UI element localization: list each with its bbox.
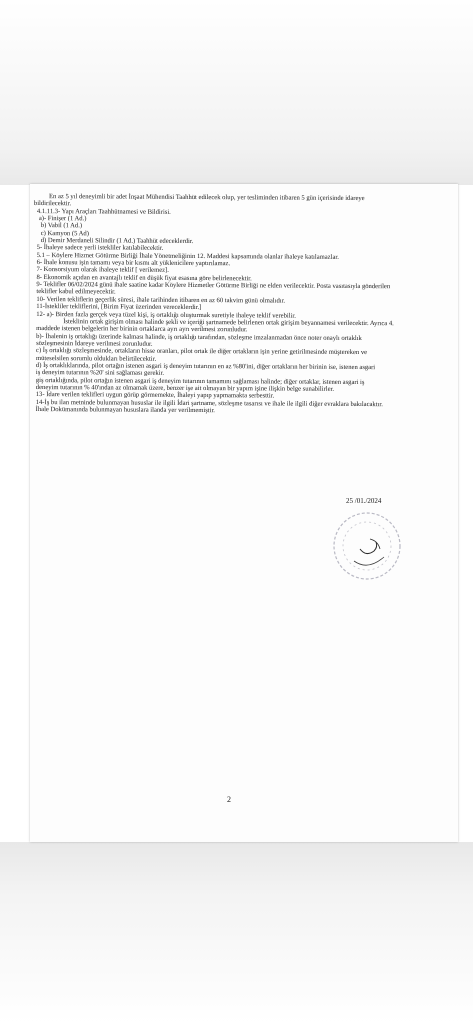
text-line: İsteklinin ortak girişim olması halinde şekli ve içeriği şartnamede belirlenen ortak girişim beyannamesi verilecektir. Ayrıca 4. [63, 318, 394, 328]
text-line: İhale Dokümanında bulunmayan hususlara ilanda yer verilmemiştir. [35, 405, 215, 415]
text-line: deneyim tutarının % 40'ından az olmamak üzere, benzer işe ait olmayan bir yapım işine ilişkin belge sunabilirler. [35, 383, 335, 393]
text-line: 5.1 – Köylere Hizmet Götürme Birliği İhale Yönetmeliğinin 12. Maddesi kapsamında olanlar ihaleye katılamazlar. [36, 251, 339, 261]
text-line: d) Demir Merdaneli Silindir (1 Ad.) Taahhüt edeceklerdir. [40, 237, 194, 246]
text-line: 14-İş bu ilan metninde bulunmayan hususlar ile ilgili İdari şartname, sözleşme tasarısı ve ihale ile ilgili diğer evraklara bakılacaktır. [35, 398, 383, 408]
text-line: b) Vabil (1 Ad.) [40, 222, 83, 230]
text-line: 7- Konsorsiyum olarak ihaleye teklif [ verilemez]. [36, 266, 169, 275]
text-line: sözleşmesinin İdareye verilmesi zorunludur. [36, 339, 153, 348]
document-body [33, 193, 473, 416]
bottom-background [0, 842, 473, 1024]
text-line: c) İş ortaklığı sözleşmesinde, ortakların hisse oranları, pilot ortak ile diğer ortakların işin yerine getirilmesinde müştereken ve [36, 347, 368, 357]
text-line: 12- a)- Birden fazla gerçek veya tüzel kişi, iş ortaklığı oluşturmak suretiyle ihaleye teklif verebilir. [36, 310, 296, 320]
text-line: 9- Teklifler 06/02/2024 günü ihale saatine kadar Köylere Hizmetler Götürme Birliği ne elden verilecektir. Posta vasıtasıyla gönderilen [36, 281, 391, 291]
text-line: a)- Finişer (1 Ad.) [38, 215, 87, 223]
text-line: 4.1.11.3- Yapı Araçları Taahhütnamesi ve Bildirisi. [36, 207, 171, 216]
text-line: 5- İhaleye sadece yerli istekliler katılabilecektir. [36, 244, 164, 253]
top-background [0, 0, 473, 185]
text-line: 8- Ekonomik açıdan en avantajlı teklif en düşük fiyat esasına göre belirlenecektir. [36, 273, 252, 283]
text-line: 13- İdare verilen teklifleri uygun görüp görmemekte, İhaleyi yapıp yapmamakta serbesttir. [35, 391, 275, 400]
text-line: b)- İhalenin iş ortaklığı üzerinde kalması halinde, iş ortaklığı tarafından, sözleşme imzalanmadan önce noter onaylı ortaklık [36, 332, 362, 342]
text-line: teklifler kabul edilmeyecektir. [36, 288, 116, 296]
document-page [30, 184, 458, 842]
text-line: d) İş ortaklıklarında, pilot ortağın istenen asgari iş deneyim tutarının en az %80'ini, diğer ortakların her birinin ise, istenen asgari [35, 361, 376, 371]
text-line: giş ortaklığında, pilot ortağın istenen asgari iş deneyim tutarının tamamını sağlaması halinde; diğer ortaklar, istenen asgari iş [35, 376, 365, 386]
text-line: 11-İstekliler tekliflerini, [Birim Fiyat üzerinden vereceklerdir.] [36, 303, 202, 312]
document-date: 25 /01./2024 [346, 497, 382, 505]
stamp-seal [330, 509, 404, 583]
text-line: 6- İhale konusu işin tamamı veya bir kısmı alt yüklenicilere yaptırılamaz. [36, 259, 231, 268]
text-line: iş deneyim tutarının %20' sini sağlaması gerekir. [35, 369, 165, 378]
page-number: 2 [227, 795, 231, 804]
text-line: c) Kamyon (5 Ad) [40, 229, 89, 238]
text-line: bildirilecektir. [33, 200, 72, 208]
text-line: En az 5 yıl deneyimli bir adet İnşaat Mühendisi Taahhüt edilecek olup, yer tesliminden itibaren 5 gün içerisinde idareye [48, 193, 365, 203]
text-line: 10- Verilen tekliflerin geçerlik süresi, ihale tarihinden itibaren en az 60 takvim günü olmalıdır. [36, 295, 286, 305]
text-line: müteselsilen sorumlu oldukları belirtilecektir. [35, 354, 157, 363]
text-line: maddede istenen belgelerin her birinin ortaklarca ayrı ayrı verilmesi zorunludur. [36, 325, 248, 334]
